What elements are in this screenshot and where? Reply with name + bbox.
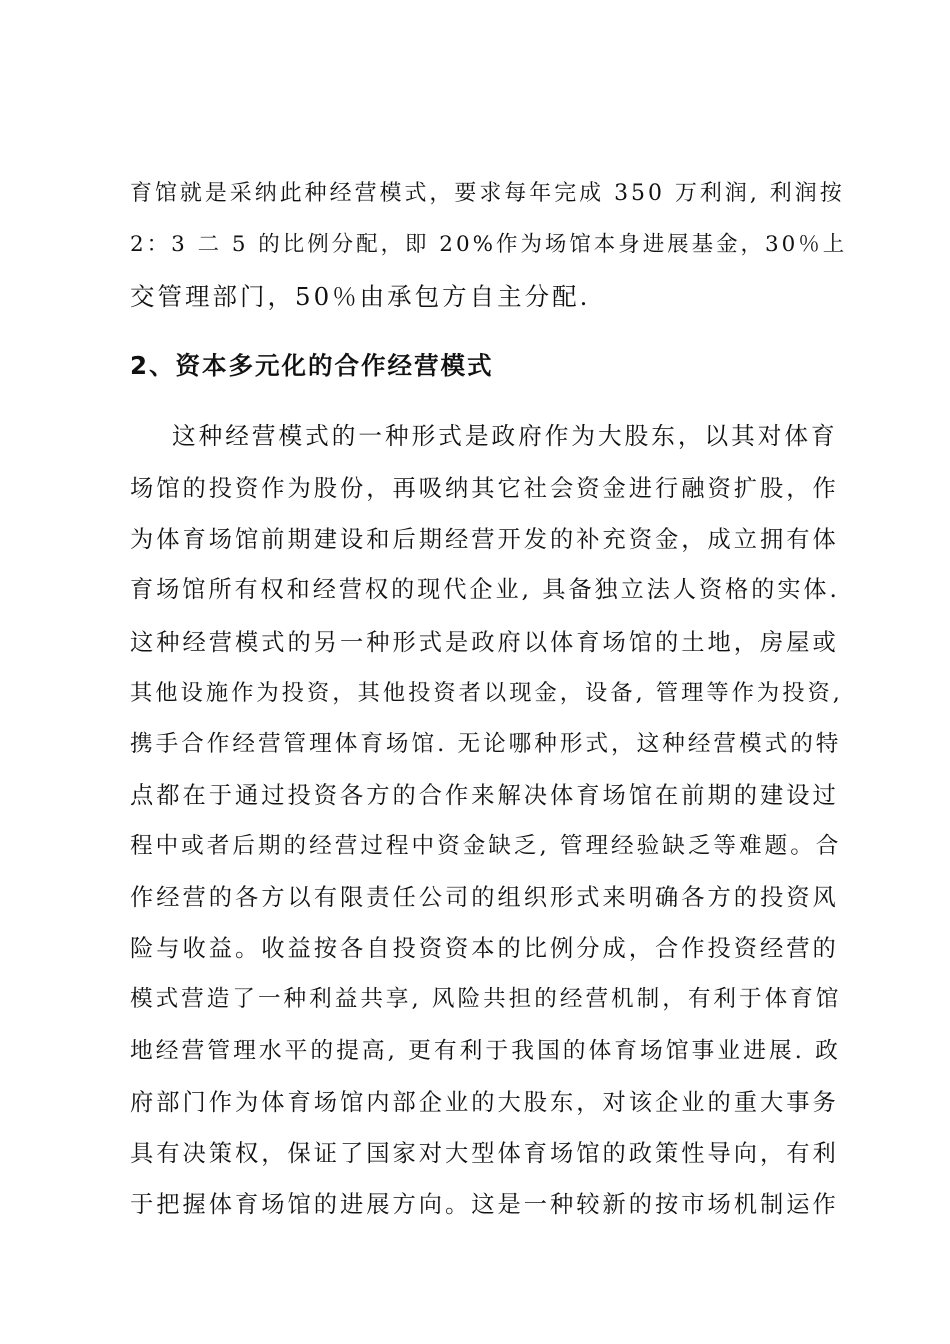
paragraph-line: 府部门作为体育场馆内部企业的大股东，对该企业的重大事务 <box>130 1089 839 1116</box>
paragraph-line: 模式营造了一种利益共享, 风险共担的经营机制，有利于体育馆 <box>130 986 842 1012</box>
paragraph-line: 为体育场馆前期建设和后期经营开发的补充资金，成立拥有体 <box>130 526 839 553</box>
paragraph-line: 育场馆所有权和经营权的现代企业, 具备独立法人资格的实体. <box>130 577 840 603</box>
paragraph-line: 其他设施作为投资，其他投资者以现金，设备, 管理等作为投资, <box>130 680 843 706</box>
paragraph-line: 具有决策权，保证了国家对大型体育场馆的政策性导向，有利 <box>130 1140 839 1167</box>
paragraph-line: 点都在于通过投资各方的合作来解决体育场馆在前期的建设过 <box>130 782 839 809</box>
paragraph-line: 这种经营模式的一种形式是政府作为大股东，以其对体育 <box>130 422 838 450</box>
paragraph-line: 交管理部门，50％由承包方自主分配. <box>130 282 591 311</box>
paragraph-line: 程中或者后期的经营过程中资金缺乏, 管理经验缺乏等难题。合 <box>130 833 842 859</box>
paragraph-line: 场馆的投资作为股份，再吸纳其它社会资金进行融资扩股，作 <box>130 475 839 502</box>
paragraph-line: 险与收益。收益按各自投资资本的比例分成，合作投资经营的 <box>130 935 839 962</box>
section-heading: 2、资本多元化的合作经营模式 <box>130 351 494 380</box>
paragraph-line: 地经营管理水平的提高, 更有利于我国的体育场馆事业进展. 政 <box>130 1038 841 1064</box>
paragraph-line: 携手合作经营管理体育场馆. 无论哪种形式，这种经营模式的特 <box>130 731 842 757</box>
paragraph-line: 2：3 二 5 的比例分配，即 20%作为场馆本身进展基金，30％上 <box>130 232 848 257</box>
paragraph-line: 于把握体育场馆的进展方向。这是一种较新的按市场机制运作 <box>130 1191 839 1218</box>
paragraph-line: 这种经营模式的另一种形式是政府以体育场馆的土地，房屋或 <box>130 629 839 656</box>
paragraph-line: 作经营的各方以有限责任公司的组织形式来明确各方的投资风 <box>130 884 839 911</box>
paragraph-line: 育馆就是采纳此种经营模式，要求每年完成 350 万利润, 利润按 <box>130 181 845 206</box>
